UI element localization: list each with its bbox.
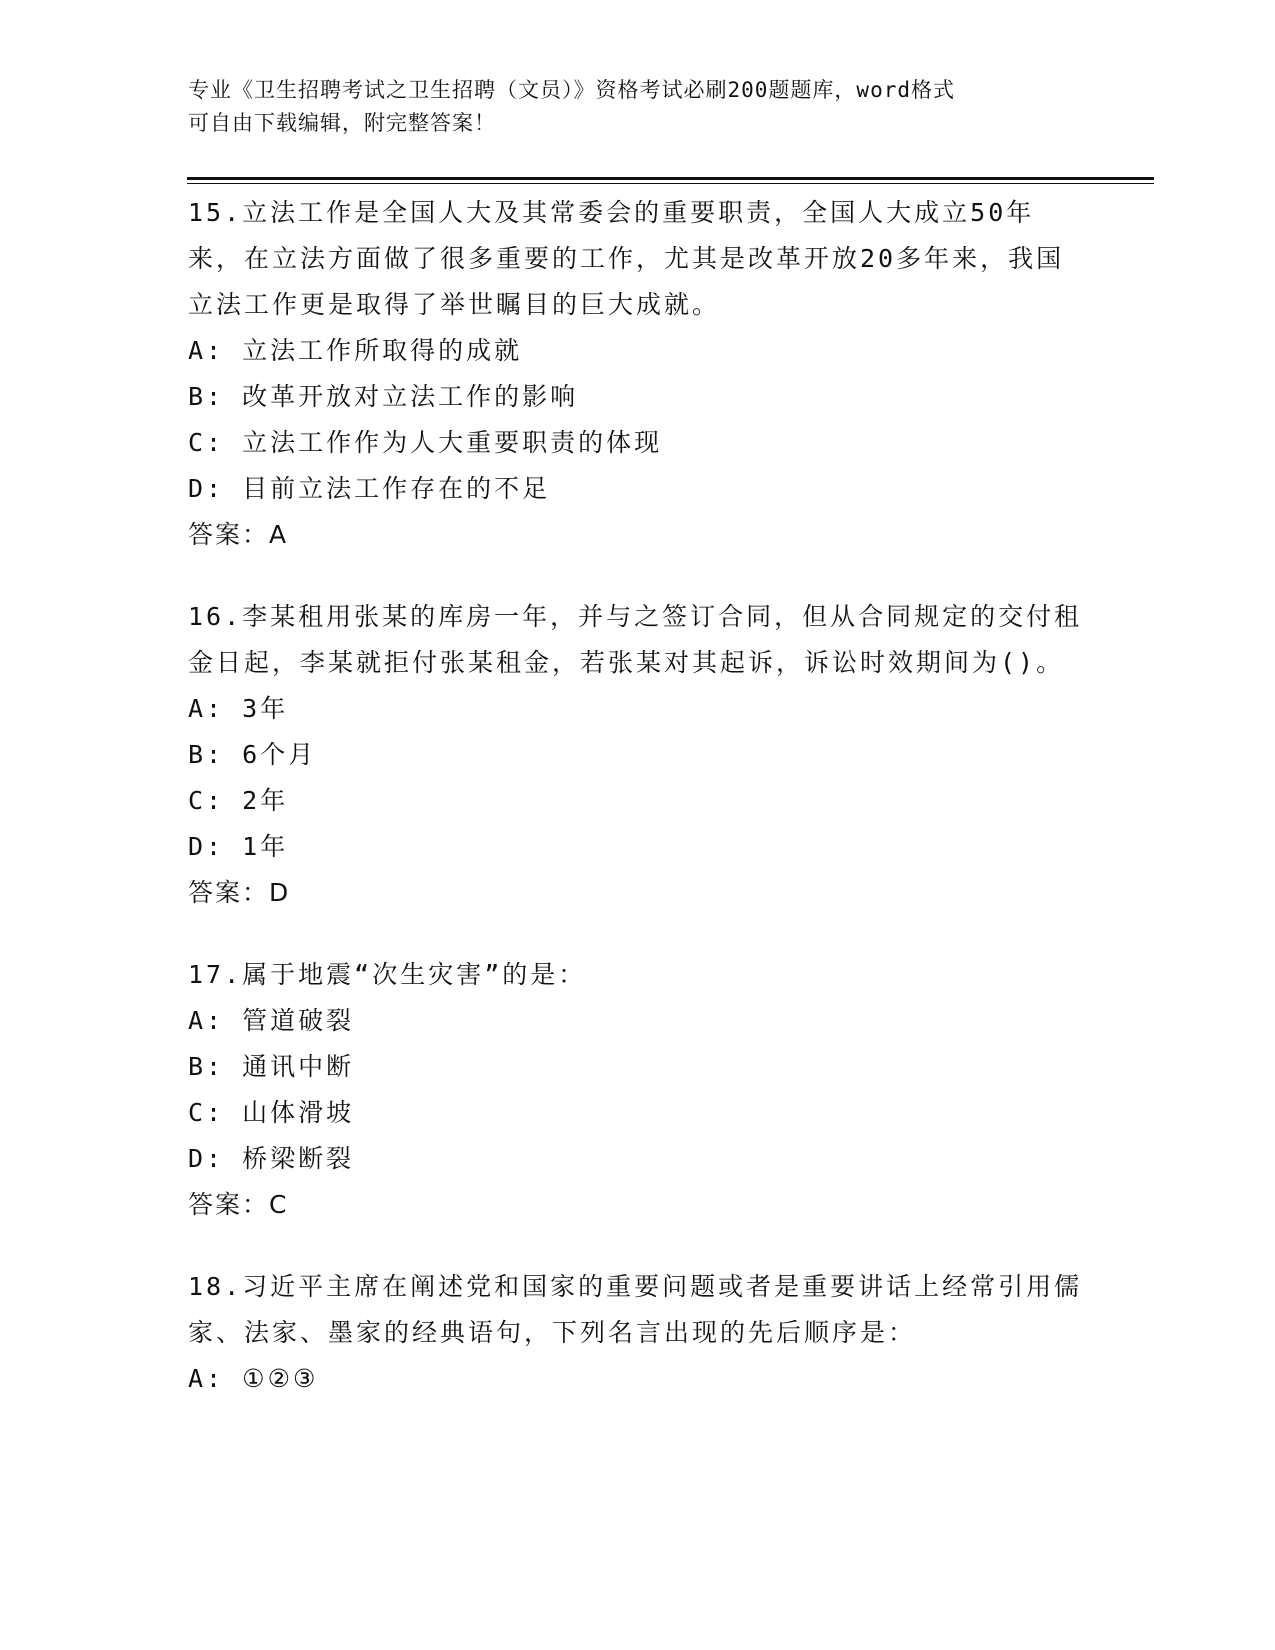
answer-line: 答案：C: [188, 1190, 289, 1219]
option-b: [188, 1044, 1088, 1090]
option-letter: C:: [188, 1098, 243, 1127]
question-text: 17.属于地震“次生灾害”的是：: [188, 960, 587, 989]
option-text: 通讯中断: [242, 1052, 355, 1081]
option-letter: A:: [188, 694, 243, 723]
document-header: [188, 74, 1088, 140]
answer-line: 答案：A: [188, 520, 289, 549]
option-d: [188, 1136, 1088, 1182]
option-d: [188, 466, 1088, 512]
option-a: [188, 328, 1088, 374]
option-letter: B:: [188, 1052, 243, 1081]
answer-line: 答案：D: [188, 878, 291, 907]
header-line-1: 专业《卫生招聘考试之卫生招聘（文员）》资格考试必刷200题题库，word格式: [188, 78, 955, 102]
question-17: [188, 952, 1088, 1228]
option-letter: C:: [188, 428, 243, 457]
header-line-2: 可自由下载编辑，附完整答案！: [188, 111, 496, 135]
option-text: 立法工作所取得的成就: [242, 336, 523, 365]
option-text: 1年: [242, 832, 289, 861]
option-a: [188, 998, 1088, 1044]
question-text: 16.李某租用张某的库房一年，并与之签订合同，但从合同规定的交付租金日起，李某就拒付张某租金，若张某对其起诉，诉讼时效期间为()。: [188, 602, 1083, 677]
option-c: [188, 420, 1088, 466]
option-letter: D:: [188, 474, 243, 503]
option-text: ①②③: [242, 1364, 319, 1393]
option-text: 2年: [242, 786, 289, 815]
option-letter: A:: [188, 1364, 243, 1393]
question-15: [188, 190, 1088, 558]
option-letter: D:: [188, 1144, 243, 1173]
option-b: [188, 732, 1088, 778]
option-b: [188, 374, 1088, 420]
option-text: 改革开放对立法工作的影响: [242, 382, 579, 411]
option-letter: D:: [188, 832, 243, 861]
option-letter: B:: [188, 382, 243, 411]
question-text: 15.立法工作是全国人大及其常委会的重要职责，全国人大成立50年来，在立法方面做了很多重要的工作，尤其是改革开放20多年来，我国立法工作更是取得了举世瞩目的巨大成就。: [188, 198, 1065, 319]
option-a: [188, 686, 1088, 732]
option-a: [188, 1356, 1088, 1402]
option-letter: A:: [188, 1006, 243, 1035]
option-c: [188, 1090, 1088, 1136]
question-18: [188, 1264, 1088, 1402]
option-letter: C:: [188, 786, 243, 815]
option-text: 3年: [242, 694, 289, 723]
option-c: [188, 778, 1088, 824]
header-divider-thick: [187, 177, 1154, 180]
option-text: 立法工作作为人大重要职责的体现: [242, 428, 663, 457]
option-text: 管道破裂: [242, 1006, 355, 1035]
option-letter: B:: [188, 740, 243, 769]
option-text: 山体滑坡: [242, 1098, 355, 1127]
header-divider-thin: [187, 183, 1154, 184]
option-text: 桥梁断裂: [242, 1144, 355, 1173]
question-list: [188, 190, 1088, 1438]
option-letter: A:: [188, 336, 243, 365]
option-text: 6个月: [242, 740, 317, 769]
option-d: [188, 824, 1088, 870]
question-text: 18.习近平主席在阐述党和国家的重要问题或者是重要讲话上经常引用儒家、法家、墨家的经典语句，下列名言出现的先后顺序是：: [188, 1272, 1083, 1347]
option-text: 目前立法工作存在的不足: [242, 474, 551, 503]
question-16: [188, 594, 1088, 916]
